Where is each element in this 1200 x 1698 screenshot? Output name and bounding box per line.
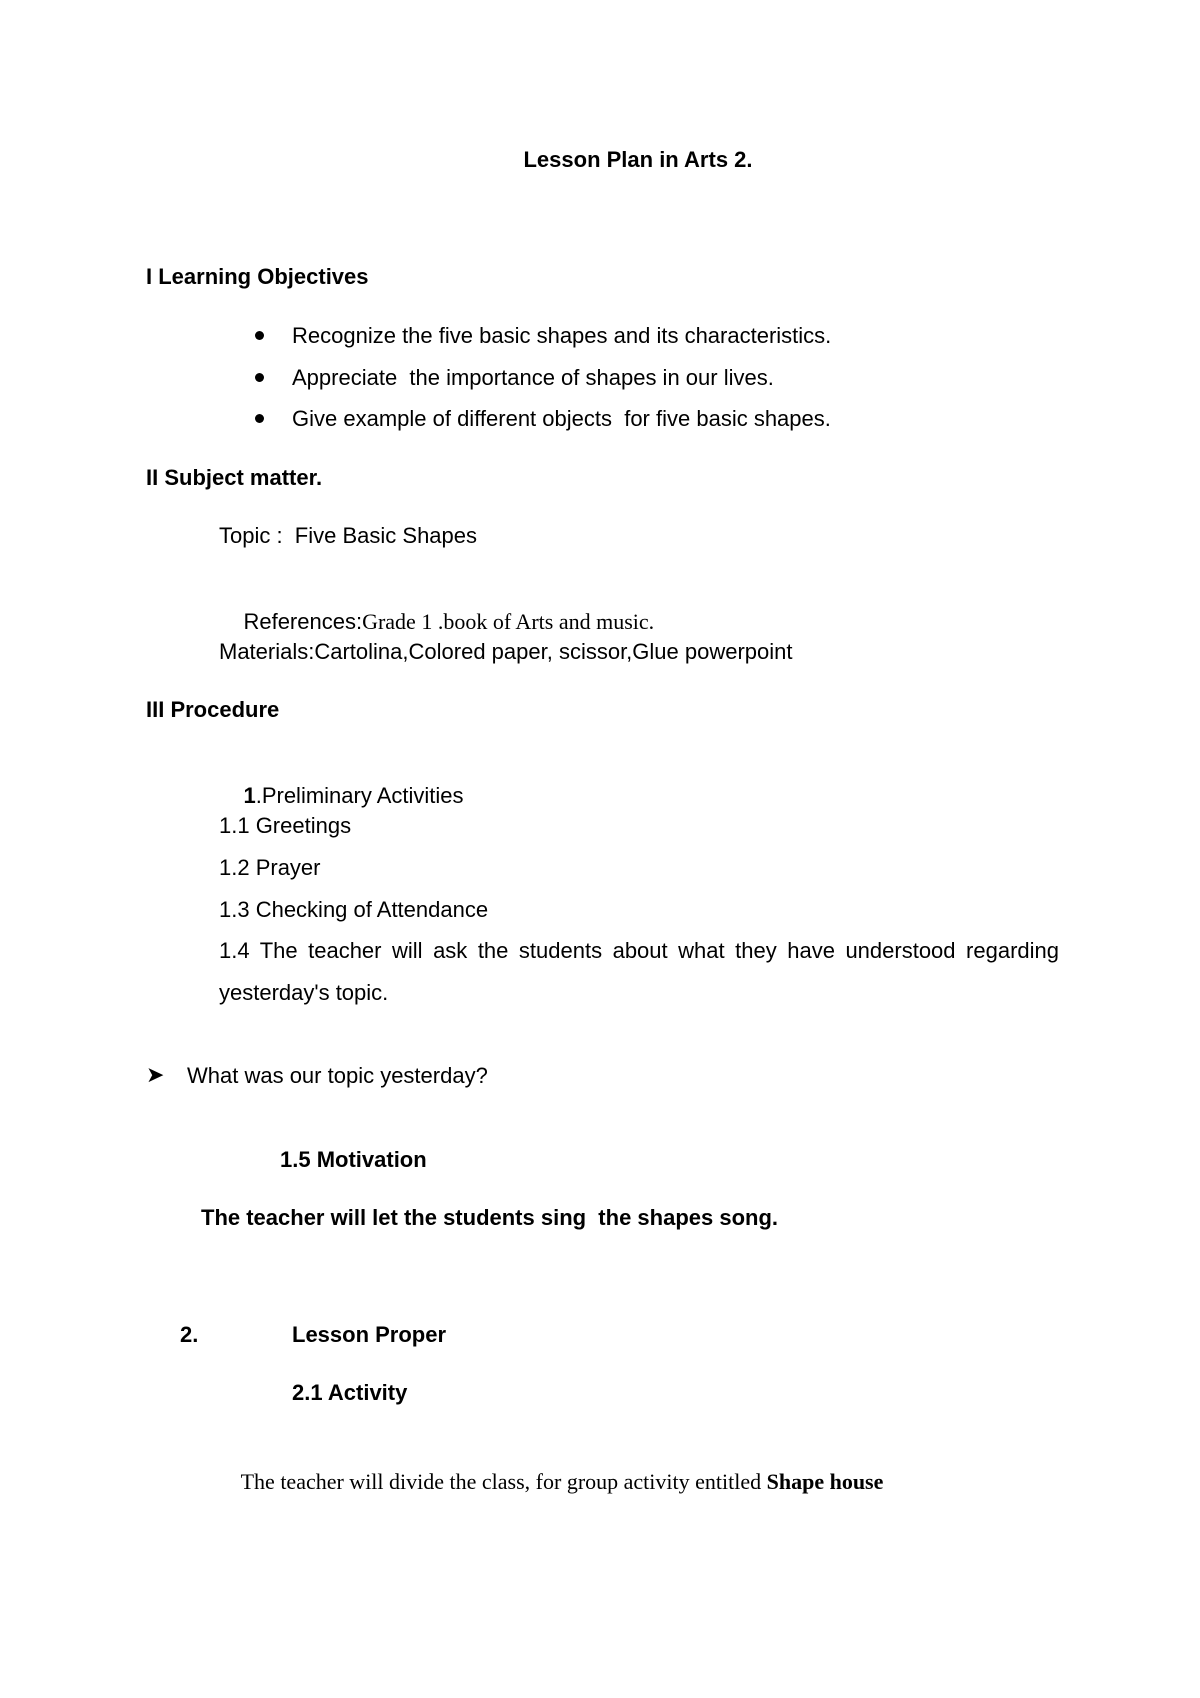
references-value: Grade 1 .book of Arts and music. (362, 609, 655, 634)
procedure-item: 1.3 Checking of Attendance (219, 897, 489, 922)
objective-item: Appreciate the importance of shapes in our lives. (292, 365, 774, 390)
materials-line: Materials:Cartolina,Colored paper, scissor,Glue powerpoint (219, 639, 793, 664)
bullet-dot (255, 414, 264, 423)
procedure-item: 1.1 Greetings (219, 813, 352, 838)
arrow-bullet-icon: ➤ (146, 1063, 165, 1088)
bullet-dot (255, 331, 264, 340)
section-subject-matter-heading: II Subject matter. (146, 465, 323, 490)
objective-item: Give example of different objects for five basic shapes. (292, 406, 831, 431)
motivation-heading: 1.5 Motivation (280, 1147, 427, 1172)
activity-text (219, 1440, 883, 1524)
lesson-proper-heading: Lesson Proper (292, 1322, 447, 1347)
procedure-item: 1.2 Prayer (219, 855, 321, 880)
procedure-item-1-4: 1.4 The teacher will ask the students about what they have understood regarding yesterday's topic. (219, 938, 1059, 1005)
activity-description: The teacher will divide the class, for group activity entitled (240, 1469, 767, 1494)
topic-line: Topic : Five Basic Shapes (219, 523, 478, 548)
document-title: Lesson Plan in Arts 2. (523, 147, 753, 172)
activity-title: Shape house (766, 1469, 884, 1494)
preliminary-label: .Preliminary Activities (255, 783, 464, 808)
review-question: What was our topic yesterday? (187, 1063, 488, 1088)
activity-heading: 2.1 Activity (292, 1380, 408, 1405)
motivation-text: The teacher will let the students sing the shapes song. (201, 1205, 779, 1230)
preliminary-number: 1 (243, 783, 256, 808)
references-label: References: (243, 609, 363, 634)
bullet-dot (255, 373, 264, 382)
section-procedure-heading: III Procedure (146, 697, 280, 722)
section-learning-objectives-heading: I Learning Objectives (146, 264, 369, 289)
objective-item: Recognize the five basic shapes and its characteristics. (292, 323, 832, 348)
lesson-proper-number: 2. (180, 1322, 199, 1347)
